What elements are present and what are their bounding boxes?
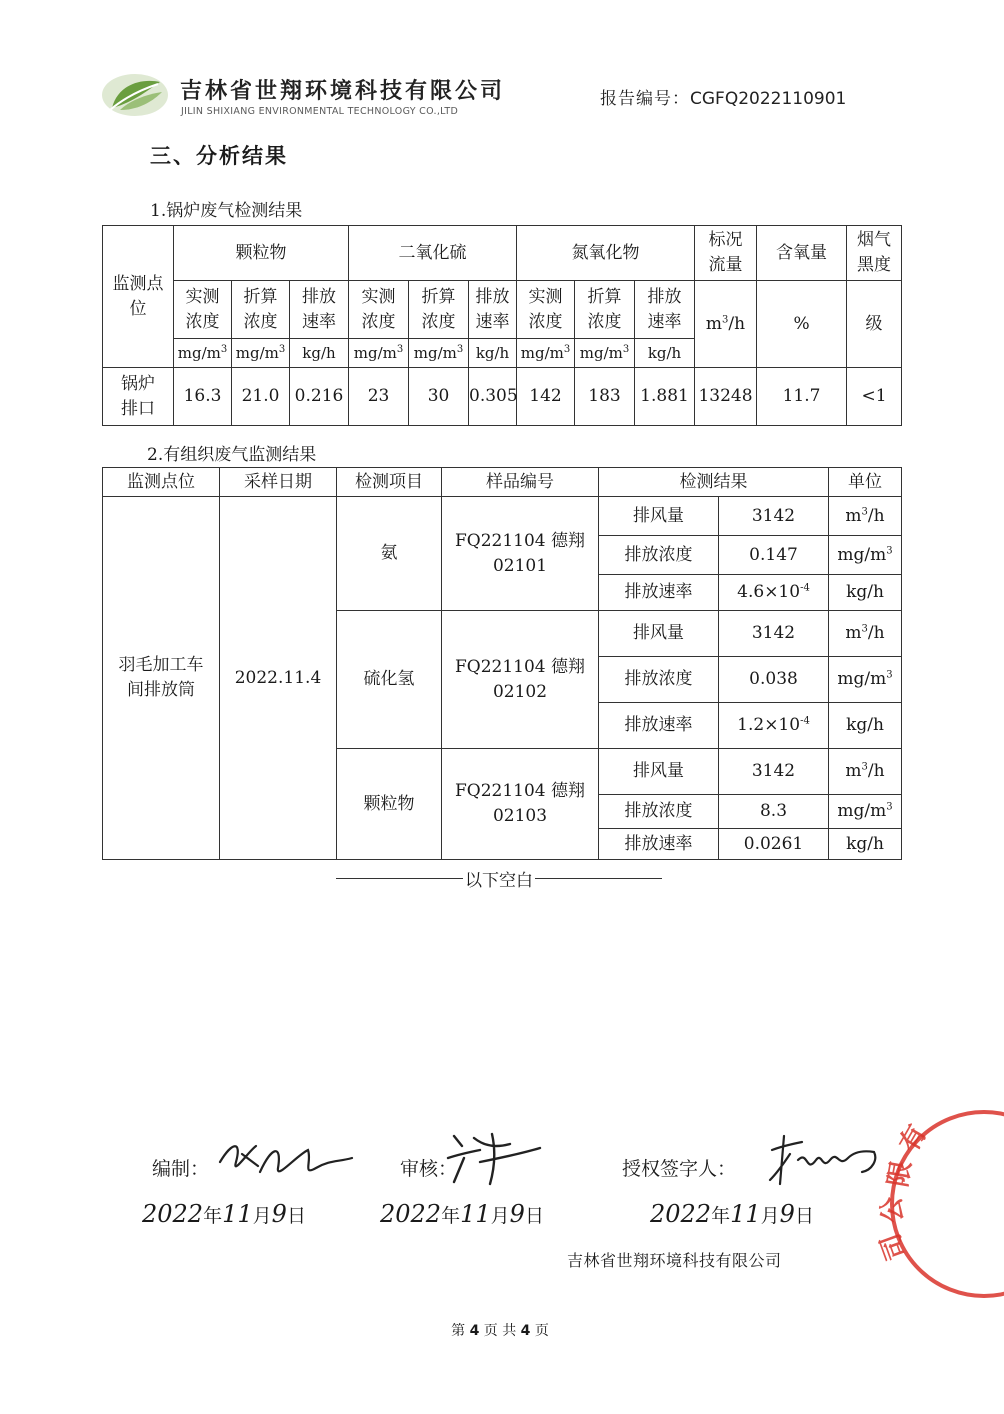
t2-row-value: 0.0261 <box>719 829 829 860</box>
t1-rate: 排放速率 <box>635 281 695 339</box>
t1-value: 142 <box>517 368 575 426</box>
t1-head-nox: 氮氧化物 <box>517 226 695 281</box>
t1-unit-rate: kg/h <box>469 339 517 368</box>
blank-below-note: 以下空白 <box>336 866 662 891</box>
page-footer: 第 4 页 共 4 页 <box>451 1323 549 1339</box>
t2-item: 氨 <box>337 497 442 611</box>
t2-item: 硫化氢 <box>337 611 442 749</box>
t2-row-value: 3142 <box>719 749 829 795</box>
t2-row-name: 排风量 <box>599 749 719 795</box>
t1-converted: 折算浓度 <box>409 281 469 339</box>
t2-head-point: 监测点位 <box>103 468 220 497</box>
t2-row-value: 3142 <box>719 497 829 536</box>
t1-row-point: 锅炉排口 <box>103 368 174 426</box>
t1-converted: 折算浓度 <box>232 281 290 339</box>
report-number <box>600 84 846 109</box>
svg-text:司: 司 <box>875 1229 913 1264</box>
t2-row-unit: $mg/m^3$ <box>829 536 902 575</box>
t2-row-name: 排放速率 <box>599 829 719 860</box>
t2-row-value: $1.2\times 10^{-4}$ <box>719 703 829 749</box>
t1-value: 21.0 <box>232 368 290 426</box>
t1-measured: 实测浓度 <box>174 281 232 339</box>
report-number-value: CGFQ2022110901 <box>690 89 847 109</box>
svg-text:有: 有 <box>894 1119 934 1158</box>
table1-caption: 1.锅炉废气检测结果 <box>150 201 303 221</box>
company-name-cn: 吉林省世翔环境科技有限公司 <box>180 79 506 104</box>
svg-text:公: 公 <box>876 1195 909 1225</box>
t1-head-point: 监测点位 <box>103 226 174 368</box>
company-logo <box>100 72 170 118</box>
t1-unit-flow: $m^3/h$ <box>695 281 757 368</box>
t1-value: 16.3 <box>174 368 232 426</box>
t1-value: 11.7 <box>757 368 847 426</box>
t1-unit-conc: $mg/m^3$ <box>174 339 232 368</box>
t1-unit-conc: $mg/m^3$ <box>575 339 635 368</box>
t2-row-name: 排风量 <box>599 497 719 536</box>
t1-head-particulate: 颗粒物 <box>174 226 349 281</box>
company-name-en: JILIN SHIXIANG ENVIRONMENTAL TECHNOLOGY CO.,LTD <box>181 106 459 117</box>
editor-date: 2022年11月9日 <box>142 1200 306 1228</box>
t1-value: 183 <box>575 368 635 426</box>
boiler-exhaust-table <box>102 225 902 426</box>
t2-row-value: $4.6\times 10^{-4}$ <box>719 575 829 611</box>
t2-row-value: 3142 <box>719 611 829 657</box>
t2-row-name: 排放浓度 <box>599 657 719 703</box>
t1-head-std-flow: 标况流量 <box>695 226 757 281</box>
t1-converted: 折算浓度 <box>575 281 635 339</box>
t2-sample: FQ221104 德翔 02103 <box>442 749 599 860</box>
section-title: 三、分析结果 <box>150 144 288 168</box>
t1-head-so2: 二氧化硫 <box>349 226 517 281</box>
t1-unit-blackness: 级 <box>847 281 902 368</box>
reviewer-label: 审核： <box>400 1158 458 1180</box>
t2-head-date: 采样日期 <box>220 468 337 497</box>
editor-signature <box>212 1132 362 1188</box>
t1-value: 13248 <box>695 368 757 426</box>
t2-row-name: 排风量 <box>599 611 719 657</box>
t1-unit-conc: $mg/m^3$ <box>409 339 469 368</box>
t1-measured: 实测浓度 <box>349 281 409 339</box>
t1-head-oxygen: 含氧量 <box>757 226 847 281</box>
organized-exhaust-table <box>102 467 902 860</box>
t2-point: 羽毛加工车间排放筒 <box>103 497 220 860</box>
t1-value: 1.881 <box>635 368 695 426</box>
company-seal <box>875 1104 1004 1304</box>
t2-row-unit: kg/h <box>829 829 902 860</box>
reviewer-signature <box>440 1128 550 1188</box>
t1-unit-conc: $mg/m^3$ <box>232 339 290 368</box>
t2-item: 颗粒物 <box>337 749 442 860</box>
authorizer-signature <box>762 1130 882 1188</box>
t1-unit-oxygen: % <box>757 281 847 368</box>
t1-rate: 排放速率 <box>469 281 517 339</box>
t2-row-unit: $m^3/h$ <box>829 611 902 657</box>
t2-row-name: 排放速率 <box>599 703 719 749</box>
t1-measured: 实测浓度 <box>517 281 575 339</box>
t2-row-value: 0.038 <box>719 657 829 703</box>
t2-head-item: 检测项目 <box>337 468 442 497</box>
t1-value: 30 <box>409 368 469 426</box>
t2-row-unit: $m^3/h$ <box>829 749 902 795</box>
t1-unit-conc: $mg/m^3$ <box>517 339 575 368</box>
t2-row-name: 排放浓度 <box>599 536 719 575</box>
table2-caption: 2.有组织废气监测结果 <box>147 445 317 465</box>
t1-value: 0.305 <box>469 368 517 426</box>
authorizer-date: 2022年11月9日 <box>650 1200 814 1228</box>
authorizer-label: 授权签字人： <box>622 1158 737 1180</box>
t1-value: 0.216 <box>290 368 349 426</box>
t2-row-unit: $m^3/h$ <box>829 497 902 536</box>
t2-row-unit: $mg/m^3$ <box>829 657 902 703</box>
t1-head-blackness: 烟气黑度 <box>847 226 902 281</box>
reviewer-date: 2022年11月9日 <box>380 1200 544 1228</box>
t2-head-result: 检测结果 <box>599 468 829 497</box>
t2-head-sample: 样品编号 <box>442 468 599 497</box>
t2-date: 2022.11.4 <box>220 497 337 860</box>
editor-label: 编制： <box>152 1158 210 1180</box>
t2-row-unit: $mg/m^3$ <box>829 795 902 829</box>
t2-row-value: 0.147 <box>719 536 829 575</box>
t1-value: 23 <box>349 368 409 426</box>
t1-unit-conc: $mg/m^3$ <box>349 339 409 368</box>
t2-row-unit: kg/h <box>829 703 902 749</box>
t2-row-name: 排放浓度 <box>599 795 719 829</box>
t2-row-value: 8.3 <box>719 795 829 829</box>
svg-text:限: 限 <box>883 1158 918 1190</box>
t1-unit-rate: kg/h <box>635 339 695 368</box>
t1-value: <1 <box>847 368 902 426</box>
t2-sample: FQ221104 德翔 02102 <box>442 611 599 749</box>
t2-row-unit: kg/h <box>829 575 902 611</box>
t2-row-name: 排放速率 <box>599 575 719 611</box>
t2-head-unit: 单位 <box>829 468 902 497</box>
report-number-label: 报告编号： <box>600 89 690 109</box>
company-name-bottom: 吉林省世翔环境科技有限公司 <box>567 1251 782 1270</box>
t1-rate: 排放速率 <box>290 281 349 339</box>
t2-sample: FQ221104 德翔 02101 <box>442 497 599 611</box>
t1-unit-rate: kg/h <box>290 339 349 368</box>
